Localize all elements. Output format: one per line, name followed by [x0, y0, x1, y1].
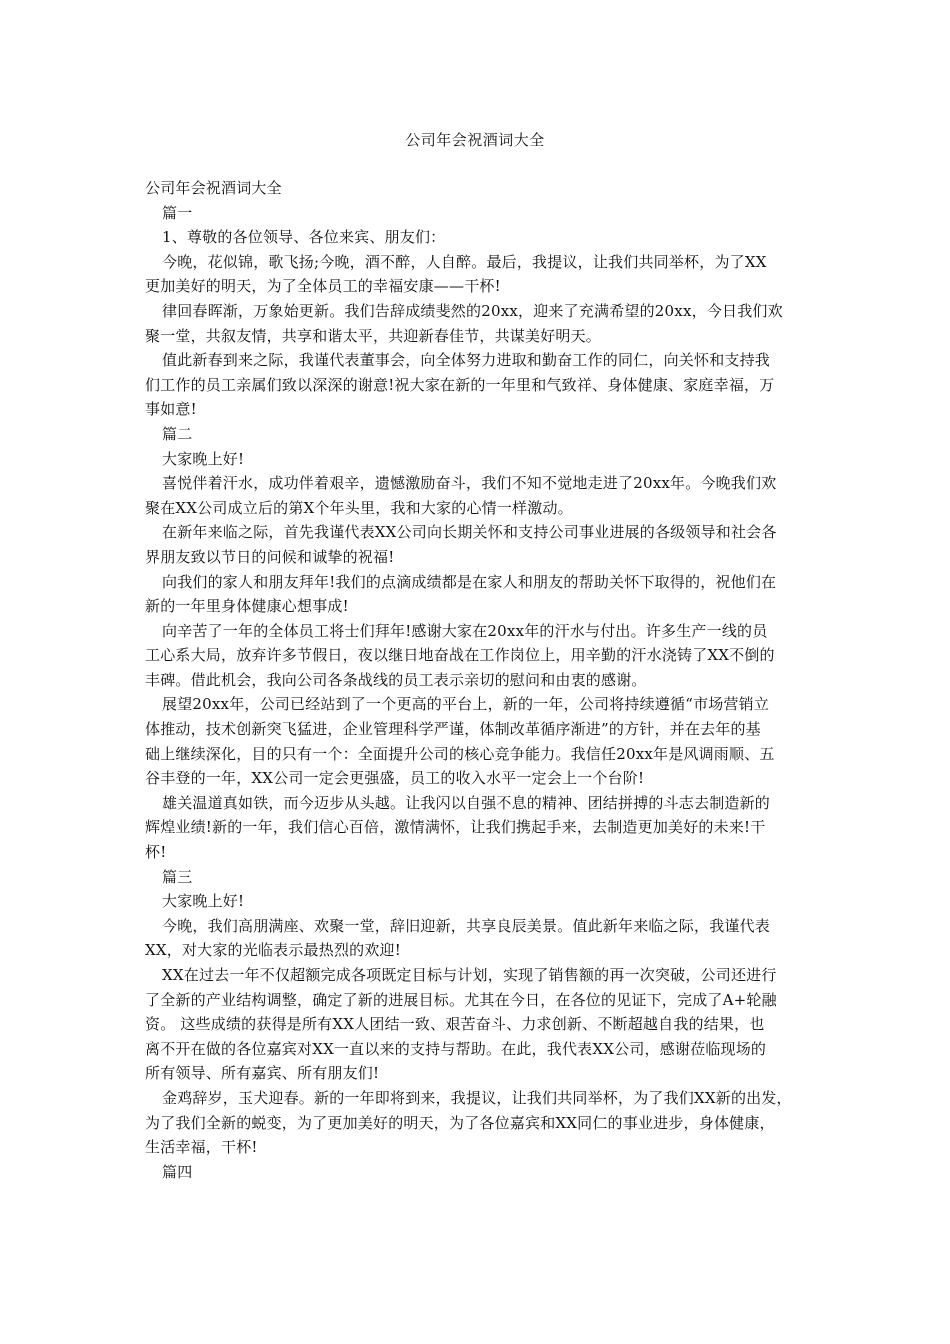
text-line: 了全新的产业结构调整，确定了新的进展目标。尤其在今日，在各位的见证下，完成了A+轮融 [145, 990, 777, 1009]
text-line: 今晚，我们高朋满座、欢聚一堂，辞旧迎新，共享良辰美景。值此新年来临之际，我谨代表 [162, 916, 771, 935]
text-line: 工心系大局，放弃许多节假日，夜以继日地奋战在工作岗位上，用辛勤的汗水浇铸了XX不倒的 [145, 646, 775, 665]
text-line: 篇一 [162, 203, 193, 222]
text-line: 更加美好的明天，为了全体员工的幸福安康——干杯! [145, 277, 501, 296]
text-line: 离不开在做的各位嘉宾对XX一直以来的支持与帮助。在此，我代表XX公司，感谢莅临现场的 [145, 1039, 767, 1058]
text-line: 杯! [145, 843, 167, 862]
text-line: 篇二 [162, 424, 193, 443]
text-line: 新的一年里身体健康心想事成! [145, 597, 349, 616]
document-body [145, 176, 805, 1184]
text-line: 所有领导、所有嘉宾、所有朋友们! [145, 1064, 380, 1083]
text-line: 为了我们全新的蜕变，为了更加美好的明天，为了各位嘉宾和XX同仁的事业进步，身体健康， [145, 1113, 775, 1132]
text-line: 界朋友致以节日的问候和诚挚的祝福! [145, 547, 395, 566]
text-line: 向我们的家人和朋友拜年!我们的点滴成绩都是在家人和朋友的帮助关怀下取得的，祝他们在 [162, 572, 777, 591]
text-line: 值此新春到来之际，我谨代表董事会，向全体努力进取和勤奋工作的同仁，向关怀和支持我 [162, 351, 771, 370]
text-line: 聚在XX公司成立后的第X个年头里，我和大家的心情一样激动。 [145, 498, 573, 517]
text-line: 础上继续深化，目的只有一个：全面提升公司的核心竞争能力。我信任20xx年是风调雨顺、五 [145, 744, 775, 763]
text-line: 事如意! [145, 400, 197, 419]
text-line: 聚一堂，共叙友情，共享和谐太平，共迎新春佳节，共谋美好明天。 [145, 326, 602, 345]
text-line: 丰碑。借此机会，我向公司各条战线的员工表示亲切的慰问和由衷的感谢。 [145, 670, 647, 689]
text-line: 公司年会祝酒词大全 [145, 179, 282, 197]
text-line: 金鸡辞岁，玉犬迎春。新的一年即将到来，我提议，让我们共同举杯，为了我们XX新的出发， [162, 1088, 792, 1107]
text-line: XX，对大家的光临表示最热烈的欢迎! [145, 941, 401, 960]
text-line: 辉煌业绩!新的一年，我们信心百倍，激情满怀，让我们携起手来，去制造更加美好的未来!干 [145, 818, 766, 837]
text-line: 谷丰登的一年，XX公司一定会更强盛，员工的收入水平一定会上一个台阶! [145, 769, 645, 788]
text-line: 生活幸福，干杯! [145, 1138, 258, 1157]
text-line: XX在过去一年不仅超额完成各项既定目标与计划，实现了销售额的再一次突破，公司还进行 [162, 966, 777, 984]
text-line: 雄关温道真如铁，而今迈步从头越。让我闪以自强不息的精神、团结拼搏的斗志去制造新的 [162, 793, 771, 812]
text-line: 向辛苦了一年的全体员工将士们拜年!感谢大家在20xx年的汗水与付出。许多生产一线的员 [162, 621, 768, 640]
text-line: 篇四 [162, 1162, 193, 1181]
text-line: 在新年来临之际，首先我谨代表XX公司向长期关怀和支持公司事业进展的各级领导和社会各 [162, 523, 777, 542]
text-line: 喜悦伴着汗水，成功伴着艰辛，遗憾激励奋斗，我们不知不觉地走进了20xx年。今晚我们欢 [162, 474, 777, 493]
text-line: 体推动，技术创新突飞猛进，企业管理科学严谨，体制改革循序渐进”的方针，并在去年的基 [145, 720, 761, 739]
text-line: 律回春晖渐，万象始更新。我们告辞成绩斐然的20xx，迎来了充满希望的20xx，今日我们欢 [162, 301, 783, 320]
text-line: 1、尊敬的各位领导、各位来宾、朋友们： [162, 228, 446, 247]
text-line: 大家晚上好! [162, 892, 245, 911]
text-line: 篇三 [162, 867, 193, 886]
text-line: 大家晚上好! [162, 449, 245, 468]
text-line: 资。 这些成绩的获得是所有XX人团结一致、艰苦奋斗、力求创新、不断超越自我的结果，也 [145, 1015, 765, 1034]
text-line: 今晚，花似锦，歌飞扬;今晚，酒不醉，人自醉。最后，我提议，让我们共同举杯，为了XX [162, 252, 767, 271]
page-title: 公司年会祝酒词大全 [405, 131, 545, 149]
text-line: 们工作的员工亲属们致以深深的谢意!祝大家在新的一年里和气致祥、身体健康、家庭幸福，万 [145, 375, 775, 394]
text-line: 展望20xx年，公司已经站到了一个更高的平台上，新的一年，公司将持续遵循“市场营销立 [162, 695, 770, 714]
